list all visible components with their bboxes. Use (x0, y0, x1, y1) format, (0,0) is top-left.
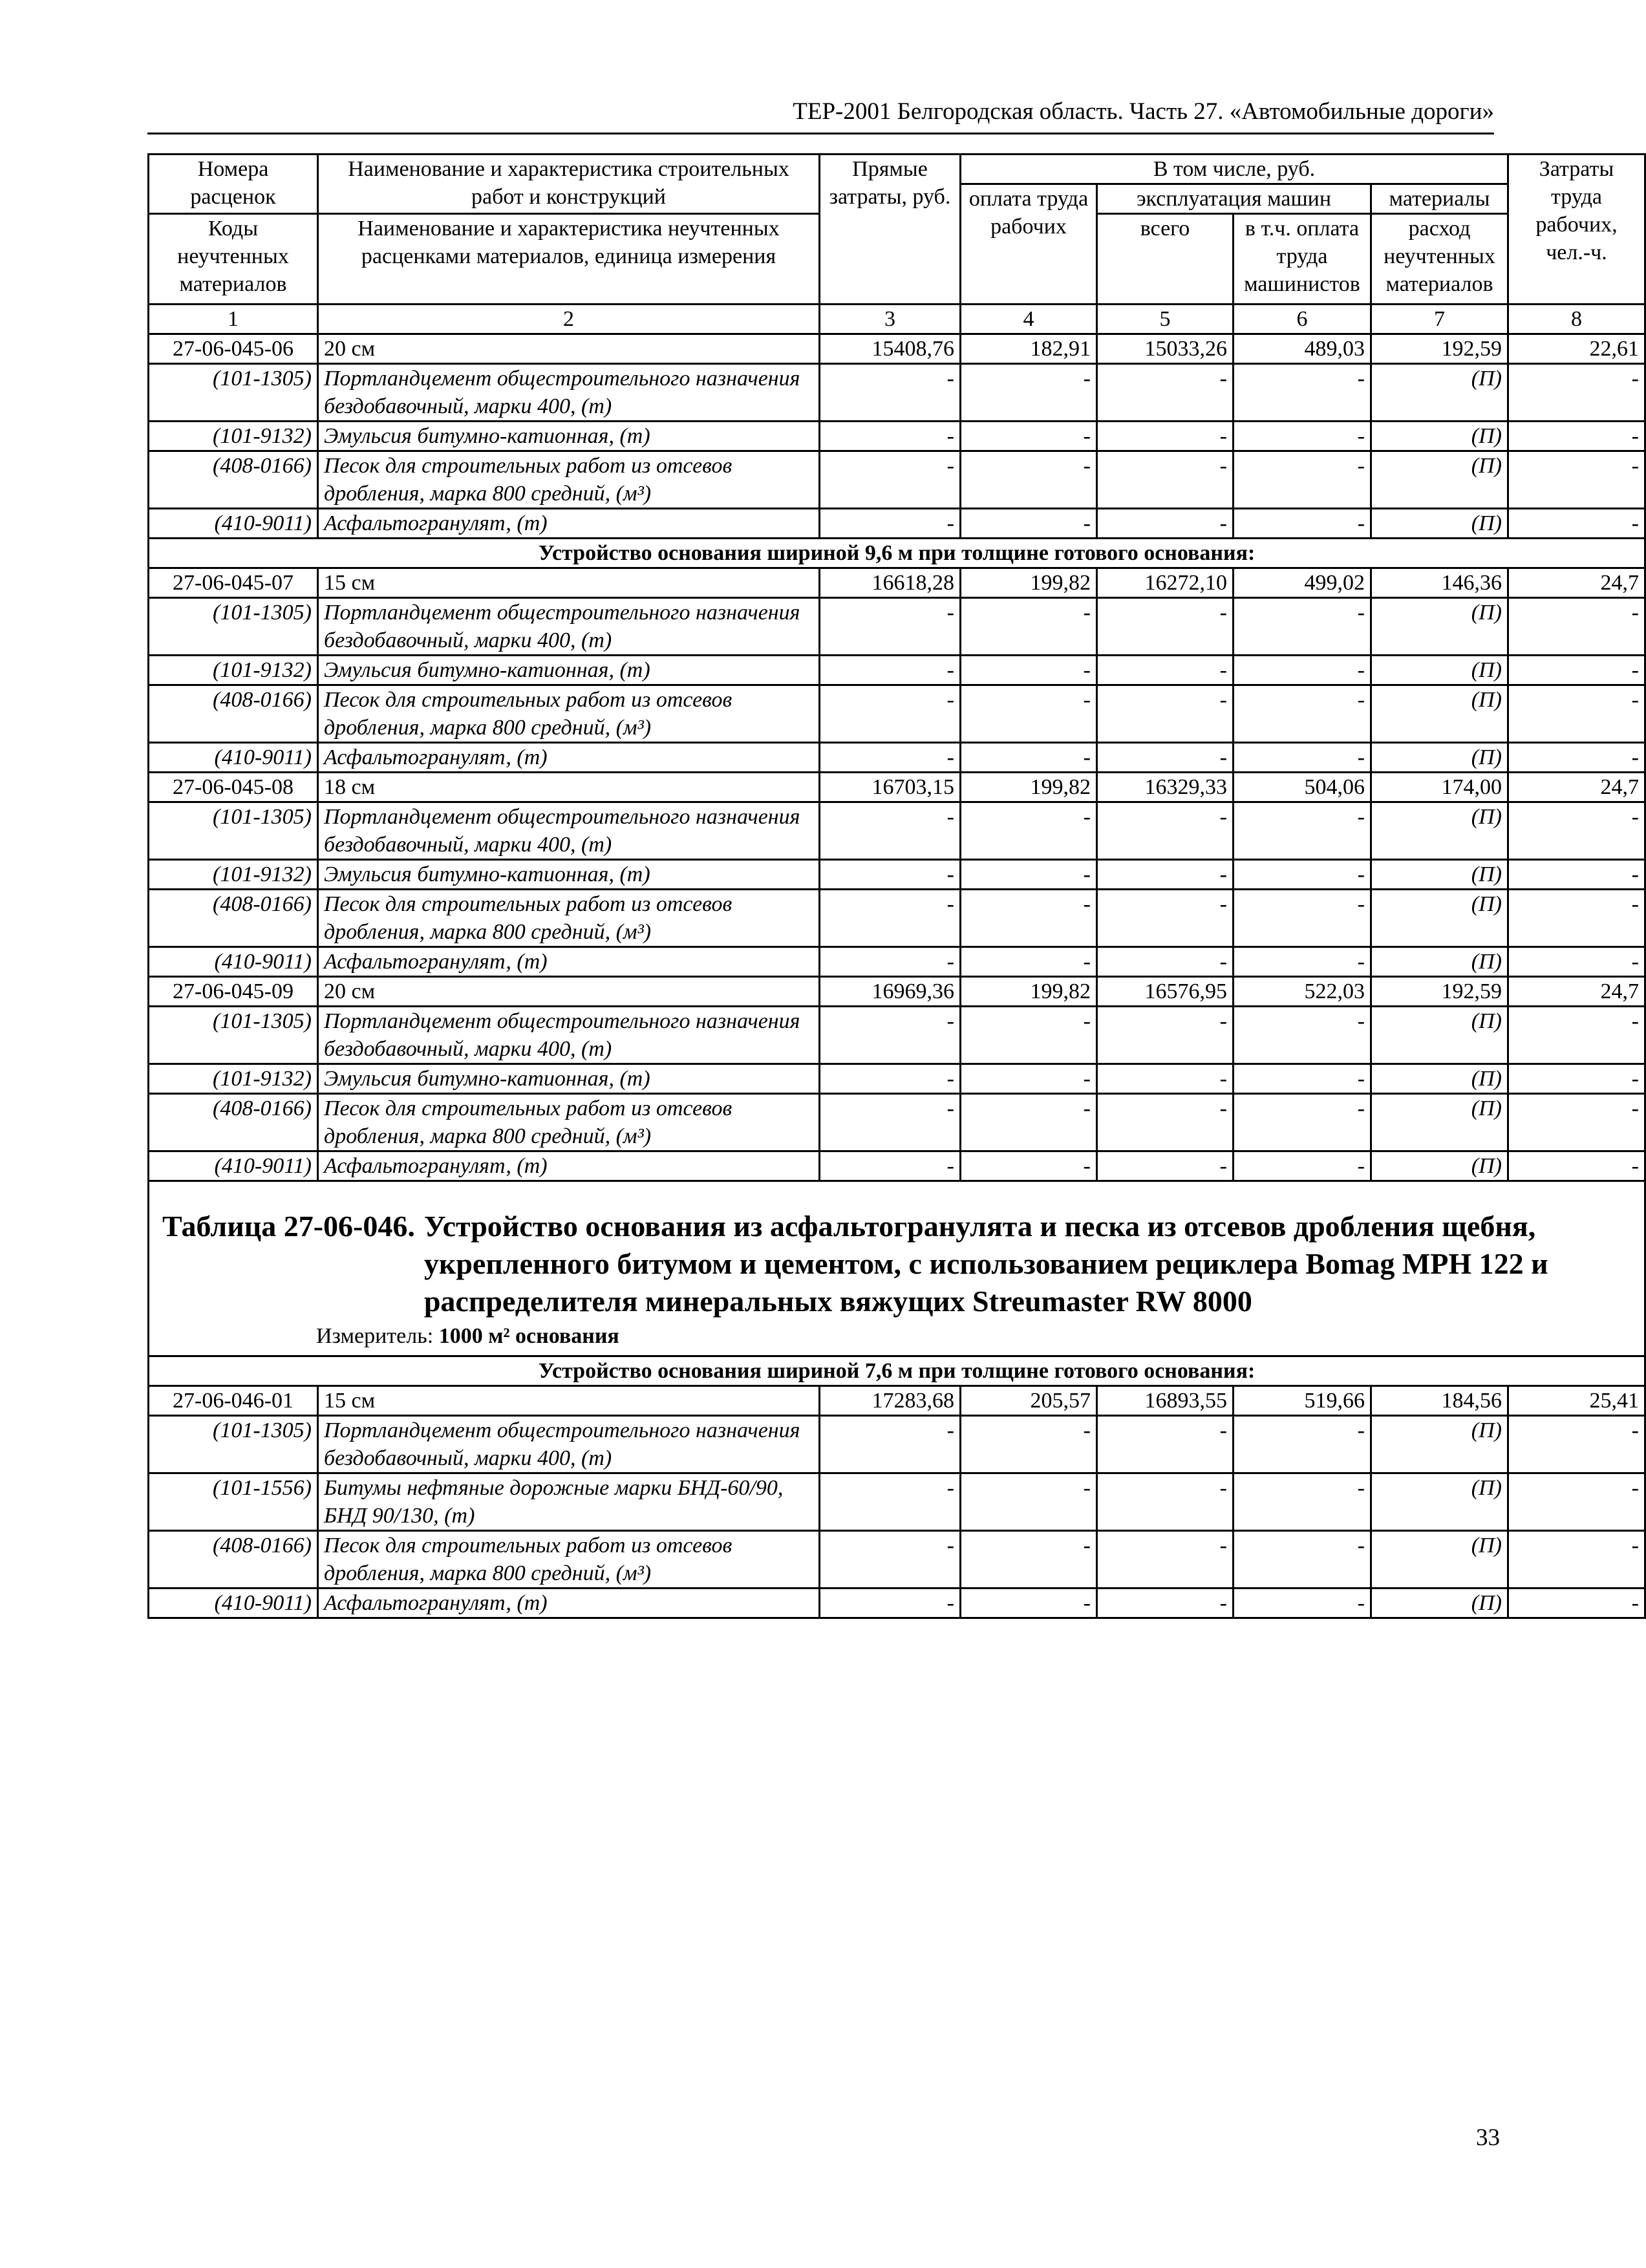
dash-cell: - (1097, 1064, 1234, 1094)
category-cell: (П) (1371, 1064, 1508, 1094)
column-number: 8 (1508, 305, 1645, 334)
dash-cell: - (961, 1151, 1097, 1181)
material-code: (408-0166) (149, 451, 318, 509)
dash-cell: - (1508, 1151, 1645, 1181)
category-cell: (П) (1371, 364, 1508, 422)
material-row (149, 860, 1645, 890)
category-cell: (П) (1371, 802, 1508, 860)
dash-cell: - (820, 1531, 961, 1589)
dash-cell: - (1234, 947, 1371, 977)
column-number: 2 (318, 305, 820, 334)
dash-cell: - (1508, 656, 1645, 685)
dash-cell: - (1508, 1064, 1645, 1094)
dash-cell: - (961, 1531, 1097, 1589)
dash-cell: - (1508, 598, 1645, 656)
dash-cell: - (820, 890, 961, 947)
labor-costs-value: 25,41 (1508, 1386, 1645, 1416)
dash-cell: - (820, 1064, 961, 1094)
material-row (149, 1094, 1645, 1151)
material-code: (410-9011) (149, 509, 318, 539)
worker-pay-value: 199,82 (961, 977, 1097, 1007)
material-row (149, 364, 1645, 422)
dash-cell: - (961, 860, 1097, 890)
material-row (149, 1007, 1645, 1064)
material-name: Асфальтогранулят, (т) (318, 509, 820, 539)
column-number: 5 (1097, 305, 1234, 334)
machines-total-value: 16329,33 (1097, 773, 1234, 802)
dash-cell: - (1234, 1151, 1371, 1181)
dash-cell: - (820, 1094, 961, 1151)
labor-costs-value: 24,7 (1508, 568, 1645, 598)
dash-cell: - (1508, 1007, 1645, 1064)
material-code: (101-1305) (149, 598, 318, 656)
category-cell: (П) (1371, 1531, 1508, 1589)
material-code: (410-9011) (149, 1589, 318, 1618)
labor-costs-value: 22,61 (1508, 334, 1645, 364)
section-heading-row (149, 1356, 1645, 1386)
dash-cell: - (820, 860, 961, 890)
machinist-pay-value: 504,06 (1234, 773, 1371, 802)
header-material-consumption: расход неучтенных материалов (1371, 214, 1508, 305)
dash-cell: - (1234, 1064, 1371, 1094)
category-cell: (П) (1371, 422, 1508, 451)
table-title-row (149, 1181, 1645, 1356)
dash-cell: - (1097, 422, 1234, 451)
dash-cell: - (1508, 509, 1645, 539)
material-row (149, 802, 1645, 860)
materials-value: 174,00 (1371, 773, 1508, 802)
rate-row (149, 334, 1645, 364)
worker-pay-value: 205,57 (961, 1386, 1097, 1416)
materials-value: 184,56 (1371, 1386, 1508, 1416)
header-machines: эксплуатация машин (1097, 184, 1371, 214)
dash-cell: - (1234, 890, 1371, 947)
dash-cell: - (961, 656, 1097, 685)
dash-cell: - (820, 947, 961, 977)
rate-row (149, 773, 1645, 802)
dash-cell: - (1508, 1589, 1645, 1618)
material-name: Песок для строительных работ из отсевов дробления, марка 800 средний, (м³) (318, 451, 820, 509)
rate-code: 27-06-045-09 (149, 977, 318, 1007)
column-number: 4 (961, 305, 1097, 334)
header-machines-total: всего (1097, 214, 1234, 305)
material-name: Асфальтогранулят, (т) (318, 1151, 820, 1181)
dash-cell: - (1234, 656, 1371, 685)
material-code: (408-0166) (149, 685, 318, 743)
labor-costs-value: 24,7 (1508, 977, 1645, 1007)
dash-cell: - (1508, 685, 1645, 743)
header-work-name: Наименование и характеристика строительных работ и конструкций (318, 155, 820, 214)
dash-cell: - (1234, 860, 1371, 890)
category-cell: (П) (1371, 743, 1508, 773)
dash-cell: - (961, 802, 1097, 860)
machinist-pay-value: 519,66 (1234, 1386, 1371, 1416)
dash-cell: - (961, 1064, 1097, 1094)
material-code: (410-9011) (149, 743, 318, 773)
dash-cell: - (1508, 422, 1645, 451)
dash-cell: - (1508, 1473, 1645, 1531)
dash-cell: - (1097, 685, 1234, 743)
dash-cell: - (1097, 1473, 1234, 1531)
material-name: Песок для строительных работ из отсевов дробления, марка 800 средний, (м³) (318, 1531, 820, 1589)
material-row (149, 1589, 1645, 1618)
material-row (149, 422, 1645, 451)
dash-cell: - (820, 451, 961, 509)
dash-cell: - (1508, 743, 1645, 773)
material-row (149, 1531, 1645, 1589)
material-row (149, 656, 1645, 685)
dash-cell: - (961, 598, 1097, 656)
category-cell: (П) (1371, 1151, 1508, 1181)
dash-cell: - (820, 656, 961, 685)
header-machinist-pay: в т.ч. оплата труда машинистов (1234, 214, 1371, 305)
dash-cell: - (961, 1473, 1097, 1531)
dash-cell: - (1508, 1531, 1645, 1589)
dash-cell: - (1508, 860, 1645, 890)
material-code: (101-1305) (149, 1007, 318, 1064)
header-material-names: Наименование и характеристика неучтенных расценками материалов, единица измерения (318, 214, 820, 305)
material-row (149, 890, 1645, 947)
dash-cell: - (1234, 364, 1371, 422)
category-cell: (П) (1371, 1007, 1508, 1064)
dash-cell: - (1097, 598, 1234, 656)
category-cell: (П) (1371, 1473, 1508, 1531)
dash-cell: - (820, 364, 961, 422)
dash-cell: - (1097, 947, 1234, 977)
dash-cell: - (1234, 1473, 1371, 1531)
dash-cell: - (961, 451, 1097, 509)
header-materials: материалы (1371, 184, 1508, 214)
material-code: (410-9011) (149, 947, 318, 977)
header-rate-numbers: Номера расценок (149, 155, 318, 214)
material-row (149, 451, 1645, 509)
dash-cell: - (1097, 1531, 1234, 1589)
table-title (162, 1208, 1631, 1320)
rate-code: 27-06-046-01 (149, 1386, 318, 1416)
material-name: Эмульсия битумно-катионная, (т) (318, 656, 820, 685)
column-number: 7 (1371, 305, 1508, 334)
dash-cell: - (961, 947, 1097, 977)
dash-cell: - (961, 1589, 1097, 1618)
unit-label: Измеритель: (316, 1324, 434, 1348)
material-row (149, 509, 1645, 539)
direct-costs-value: 16703,15 (820, 773, 961, 802)
header-worker-pay: оплата труда рабочих (961, 184, 1097, 305)
dash-cell: - (961, 1094, 1097, 1151)
material-row (149, 1416, 1645, 1473)
worker-pay-value: 199,82 (961, 773, 1097, 802)
dash-cell: - (1508, 451, 1645, 509)
column-number: 1 (149, 305, 318, 334)
material-row (149, 1473, 1645, 1531)
dash-cell: - (1508, 1094, 1645, 1151)
dash-cell: - (820, 685, 961, 743)
machinist-pay-value: 489,03 (1234, 334, 1371, 364)
dash-cell: - (820, 1007, 961, 1064)
section-heading: Устройство основания шириной 9,6 м при толщине готового основания: (149, 539, 1645, 568)
dash-cell: - (1097, 890, 1234, 947)
material-name: Асфальтогранулят, (т) (318, 1589, 820, 1618)
machinist-pay-value: 522,03 (1234, 977, 1371, 1007)
column-number: 3 (820, 305, 961, 334)
rates-table (147, 153, 1646, 1619)
material-code: (101-1305) (149, 802, 318, 860)
material-name: Асфальтогранулят, (т) (318, 947, 820, 977)
worker-pay-value: 182,91 (961, 334, 1097, 364)
dash-cell: - (1508, 890, 1645, 947)
material-code: (101-1305) (149, 1416, 318, 1473)
dash-cell: - (820, 802, 961, 860)
direct-costs-value: 16969,36 (820, 977, 961, 1007)
dash-cell: - (961, 743, 1097, 773)
dash-cell: - (820, 1473, 961, 1531)
header-direct-costs: Прямые затраты, руб. (820, 155, 961, 305)
dash-cell: - (1234, 1416, 1371, 1473)
section-heading-row (149, 539, 1645, 568)
rate-name: 15 см (318, 1386, 820, 1416)
dash-cell: - (1097, 743, 1234, 773)
material-name: Портландцемент общестроительного назначения бездобавочный, марки 400, (т) (318, 802, 820, 860)
material-code: (410-9011) (149, 1151, 318, 1181)
rate-row (149, 977, 1645, 1007)
materials-value: 192,59 (1371, 334, 1508, 364)
category-cell: (П) (1371, 656, 1508, 685)
dash-cell: - (961, 509, 1097, 539)
material-code: (101-1556) (149, 1473, 318, 1531)
materials-value: 192,59 (1371, 977, 1508, 1007)
material-code: (101-9132) (149, 422, 318, 451)
dash-cell: - (1097, 656, 1234, 685)
machines-total-value: 15033,26 (1097, 334, 1234, 364)
machines-total-value: 16576,95 (1097, 977, 1234, 1007)
material-code: (101-9132) (149, 1064, 318, 1094)
dash-cell: - (1234, 685, 1371, 743)
unit-of-measure (149, 1320, 1644, 1355)
material-row (149, 1064, 1645, 1094)
category-cell: (П) (1371, 509, 1508, 539)
material-name: Портландцемент общестроительного назначения бездобавочный, марки 400, (т) (318, 364, 820, 422)
dash-cell: - (1097, 802, 1234, 860)
direct-costs-value: 16618,28 (820, 568, 961, 598)
rate-name: 15 см (318, 568, 820, 598)
machines-total-value: 16893,55 (1097, 1386, 1234, 1416)
table-title-text: Устройство основания из асфальтогранулята и песка из отсевов дробления щебня, укрепленного битумом и цементом, с использованием рециклера Bomag MPH 122 и распределителя минеральных вяжущих Streumaster RW 8000 (423, 1210, 1548, 1318)
category-cell: (П) (1371, 860, 1508, 890)
material-name: Портландцемент общестроительного назначения бездобавочный, марки 400, (т) (318, 598, 820, 656)
dash-cell: - (820, 598, 961, 656)
material-name: Портландцемент общестроительного назначения бездобавочный, марки 400, (т) (318, 1007, 820, 1064)
dash-cell: - (1097, 1589, 1234, 1618)
dash-cell: - (1097, 1007, 1234, 1064)
rate-name: 18 см (318, 773, 820, 802)
material-code: (408-0166) (149, 1531, 318, 1589)
header-including: В том числе, руб. (961, 155, 1508, 184)
running-header: ТЕР-2001 Белгородская область. Часть 27. «Автомобильные дороги» (147, 94, 1494, 134)
material-row (149, 743, 1645, 773)
dash-cell: - (1097, 1094, 1234, 1151)
material-code: (101-9132) (149, 656, 318, 685)
dash-cell: - (961, 685, 1097, 743)
column-number: 6 (1234, 305, 1371, 334)
machinist-pay-value: 499,02 (1234, 568, 1371, 598)
dash-cell: - (961, 1007, 1097, 1064)
dash-cell: - (1234, 422, 1371, 451)
dash-cell: - (820, 509, 961, 539)
dash-cell: - (961, 364, 1097, 422)
material-code: (101-1305) (149, 364, 318, 422)
dash-cell: - (1097, 860, 1234, 890)
dash-cell: - (1097, 451, 1234, 509)
rate-row (149, 1386, 1645, 1416)
dash-cell: - (1097, 1416, 1234, 1473)
material-name: Песок для строительных работ из отсевов дробления, марка 800 средний, (м³) (318, 1094, 820, 1151)
dash-cell: - (1508, 947, 1645, 977)
dash-cell: - (1234, 598, 1371, 656)
dash-cell: - (1097, 364, 1234, 422)
header-material-codes: Коды неучтенных материалов (149, 214, 318, 305)
material-code: (408-0166) (149, 1094, 318, 1151)
dash-cell: - (1234, 743, 1371, 773)
material-name: Портландцемент общестроительного назначения бездобавочный, марки 400, (т) (318, 1416, 820, 1473)
dash-cell: - (1508, 364, 1645, 422)
dash-cell: - (1508, 1416, 1645, 1473)
category-cell: (П) (1371, 685, 1508, 743)
section-heading: Устройство основания шириной 7,6 м при толщине готового основания: (149, 1356, 1645, 1386)
dash-cell: - (1234, 802, 1371, 860)
dash-cell: - (1234, 451, 1371, 509)
machines-total-value: 16272,10 (1097, 568, 1234, 598)
dash-cell: - (1097, 509, 1234, 539)
dash-cell: - (961, 890, 1097, 947)
material-name: Битумы нефтяные дорожные марки БНД-60/90, БНД 90/130, (т) (318, 1473, 820, 1531)
dash-cell: - (1234, 509, 1371, 539)
material-row (149, 685, 1645, 743)
material-row (149, 947, 1645, 977)
dash-cell: - (961, 1416, 1097, 1473)
dash-cell: - (1097, 1151, 1234, 1181)
table-title-label: Таблица 27-06-046. (162, 1210, 415, 1243)
material-name: Песок для строительных работ из отсевов дробления, марка 800 средний, (м³) (318, 685, 820, 743)
dash-cell: - (1234, 1531, 1371, 1589)
rate-code: 27-06-045-07 (149, 568, 318, 598)
dash-cell: - (820, 422, 961, 451)
header-labor-costs: Затраты труда рабочих, чел.-ч. (1508, 155, 1645, 305)
labor-costs-value: 24,7 (1508, 773, 1645, 802)
rate-name: 20 см (318, 334, 820, 364)
rate-code: 27-06-045-06 (149, 334, 318, 364)
rate-row (149, 568, 1645, 598)
category-cell: (П) (1371, 451, 1508, 509)
rate-code: 27-06-045-08 (149, 773, 318, 802)
dash-cell: - (1234, 1589, 1371, 1618)
dash-cell: - (1234, 1007, 1371, 1064)
category-cell: (П) (1371, 1416, 1508, 1473)
rates-table-frame (147, 153, 1639, 2000)
dash-cell: - (961, 422, 1097, 451)
material-name: Песок для строительных работ из отсевов дробления, марка 800 средний, (м³) (318, 890, 820, 947)
material-code: (101-9132) (149, 860, 318, 890)
material-row (149, 598, 1645, 656)
category-cell: (П) (1371, 1589, 1508, 1618)
dash-cell: - (1508, 802, 1645, 860)
material-name: Эмульсия битумно-катионная, (т) (318, 860, 820, 890)
dash-cell: - (820, 743, 961, 773)
materials-value: 146,36 (1371, 568, 1508, 598)
dash-cell: - (820, 1589, 961, 1618)
category-cell: (П) (1371, 1094, 1508, 1151)
page-number: 33 (1476, 2124, 1500, 2151)
category-cell: (П) (1371, 890, 1508, 947)
worker-pay-value: 199,82 (961, 568, 1097, 598)
rate-name: 20 см (318, 977, 820, 1007)
material-name: Асфальтогранулят, (т) (318, 743, 820, 773)
dash-cell: - (1234, 1094, 1371, 1151)
direct-costs-value: 15408,76 (820, 334, 961, 364)
material-name: Эмульсия битумно-катионная, (т) (318, 1064, 820, 1094)
dash-cell: - (820, 1151, 961, 1181)
material-row (149, 1151, 1645, 1181)
category-cell: (П) (1371, 598, 1508, 656)
dash-cell: - (820, 1416, 961, 1473)
material-name: Эмульсия битумно-катионная, (т) (318, 422, 820, 451)
category-cell: (П) (1371, 947, 1508, 977)
material-code: (408-0166) (149, 890, 318, 947)
unit-value: 1000 м² основания (438, 1324, 619, 1348)
direct-costs-value: 17283,68 (820, 1386, 961, 1416)
